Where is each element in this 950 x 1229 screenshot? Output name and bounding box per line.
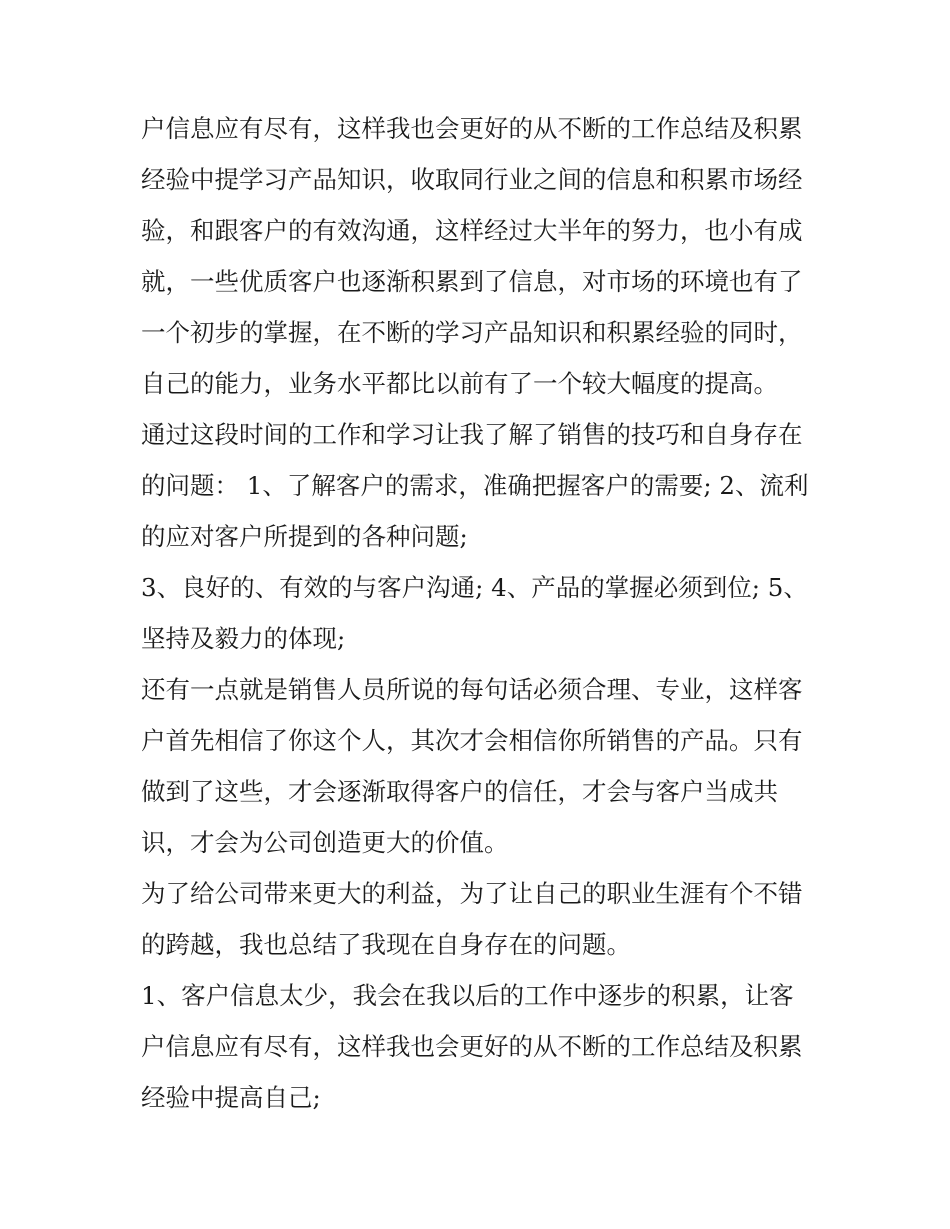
- text-line: 自己的能力，业务水平都比以前有了一个较大幅度的提高。: [141, 369, 778, 398]
- text-line: 户信息应有尽有，这样我也会更好的从不断的工作总结及积累: [141, 114, 803, 143]
- text-line: 一个初步的掌握，在不断的学习产品知识和积累经验的同时，: [141, 318, 803, 347]
- text-line: 为了给公司带来更大的利益，为了让自己的职业生涯有个不错: [141, 879, 803, 908]
- text-line: 还有一点就是销售人员所说的每句话必须合理、专业，这样客: [141, 675, 803, 704]
- text-line: 识，才会为公司创造更大的价值。: [141, 828, 509, 857]
- text-line: 经验中提学习产品知识，收取同行业之间的信息和积累市场经: [141, 165, 803, 194]
- text-line: 户信息应有尽有，这样我也会更好的从不断的工作总结及积累: [141, 1032, 803, 1061]
- text-line: 坚持及毅力的体现;: [141, 624, 346, 653]
- text-line: 做到了这些，才会逐渐取得客户的信任，才会与客户当成共: [141, 777, 778, 806]
- text-line: 通过这段时间的工作和学习让我了解了销售的技巧和自身存在: [141, 420, 803, 449]
- text-line: 3、良好的、有效的与客户沟通; 4、产品的掌握必须到位; 5、: [141, 573, 808, 602]
- text-line: 的问题： 1、了解客户的需求，准确把握客户的需要; 2、流利: [141, 471, 809, 500]
- text-line: 就，一些优质客户也逐渐积累到了信息，对市场的环境也有了: [141, 267, 803, 296]
- text-line: 户首先相信了你这个人，其次才会相信你所销售的产品。只有: [141, 726, 803, 755]
- text-line: 经验中提高自己;: [141, 1083, 321, 1112]
- text-line: 1、客户信息太少，我会在我以后的工作中逐步的积累，让客: [141, 981, 794, 1010]
- text-line: 的应对客户所提到的各种问题;: [141, 522, 468, 551]
- text-line: 验，和跟客户的有效沟通，这样经过大半年的努力，也小有成: [141, 216, 803, 245]
- document-body: [141, 103, 821, 1123]
- text-line: 的跨越，我也总结了我现在自身存在的问题。: [141, 930, 631, 959]
